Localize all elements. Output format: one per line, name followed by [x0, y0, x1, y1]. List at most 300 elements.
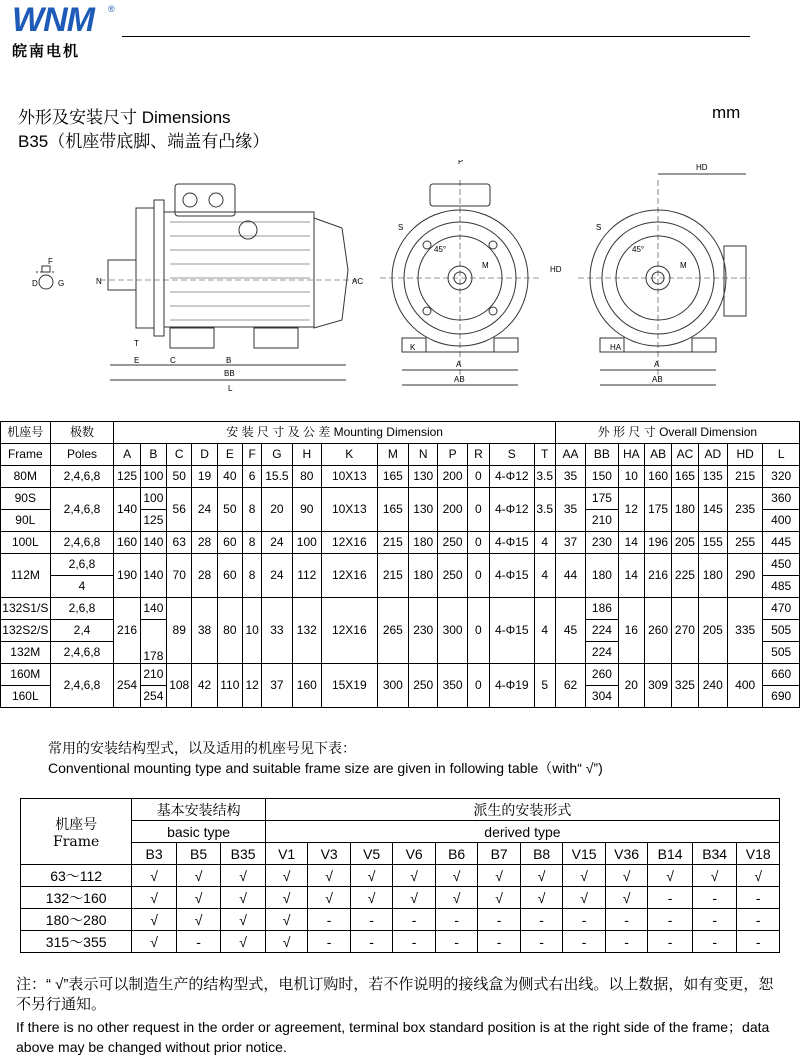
cell: 2,6,8	[50, 598, 114, 620]
cell: 12X16	[321, 532, 377, 554]
label-45: 45°	[434, 245, 447, 254]
cell: 180	[672, 488, 698, 532]
cell: 132	[292, 598, 321, 664]
col-t: T	[534, 444, 555, 466]
header-overall: 外 形 尺 寸 Overall Dimension	[555, 422, 799, 444]
mount-cell: -	[393, 909, 436, 931]
cell: 4-Φ15	[490, 554, 535, 598]
mount-header-row-2	[21, 821, 780, 843]
cell: 2,6,8	[50, 554, 114, 576]
mount-cell: √	[221, 887, 266, 909]
cell: 50	[167, 466, 192, 488]
mount-cell: -	[308, 909, 351, 931]
cell: 63	[167, 532, 192, 554]
col-aa: AA	[555, 444, 585, 466]
mount-cell: -	[478, 909, 521, 931]
cell: 150	[586, 466, 618, 488]
mount-cell: -	[520, 909, 563, 931]
cell: 180	[409, 532, 438, 554]
mounting-note-cn: 常用的安装结构型式，以及适用的机座号见下表：	[48, 740, 356, 756]
header-frame-en: Frame	[1, 444, 51, 466]
label-ac: AC	[352, 277, 364, 286]
mount-table-body	[21, 865, 780, 953]
cell: 37	[555, 532, 585, 554]
cell: 400	[727, 664, 762, 708]
cell: 470	[763, 598, 800, 620]
cell: 216	[644, 554, 671, 598]
cell: 160M	[1, 664, 51, 686]
mount-row-frame: 63～112	[21, 865, 132, 887]
mount-cell: -	[563, 931, 606, 953]
cell: 145	[698, 488, 727, 532]
footnote-en: If there is no other request in the order or agreement, terminal box standard position is at the right side of the frame；data above may be changed without prior notice.	[16, 1019, 770, 1055]
cell: 216	[114, 598, 140, 664]
cell: 215	[377, 554, 408, 598]
cell: 62	[555, 664, 585, 708]
page-title: 外形及安装尺寸 Dimensions	[18, 108, 231, 127]
mount-cell: -	[478, 931, 521, 953]
mount-row	[21, 865, 780, 887]
cell: 660	[763, 664, 800, 686]
cell: 60	[217, 532, 242, 554]
header-mounting: 安 装 尺 寸 及 公 差 Mounting Dimension	[114, 422, 555, 444]
mount-cell: √	[176, 887, 221, 909]
shaft-key-detail	[36, 266, 56, 289]
col-s: S	[490, 444, 535, 466]
cell: 40	[217, 466, 242, 488]
cell: 100	[292, 532, 321, 554]
label-n: N	[96, 277, 102, 286]
cell: 20	[618, 664, 644, 708]
cell: 4-Φ12	[490, 466, 535, 488]
mount-cell: √	[350, 865, 393, 887]
table-row-90s	[1, 488, 800, 510]
cell: 270	[672, 598, 698, 664]
page-subtitle: B35（机座带底脚、端盖有凸缘）	[18, 132, 270, 151]
cell: 19	[192, 466, 217, 488]
cell: 12X16	[321, 598, 377, 664]
mount-cell: -	[737, 887, 780, 909]
mount-type-b34: B34	[692, 843, 737, 865]
mount-cell: √	[176, 909, 221, 931]
mounting-type-table	[20, 798, 780, 953]
mount-cell: √	[393, 887, 436, 909]
cell: 89	[167, 598, 192, 664]
cell: 360	[763, 488, 800, 510]
col-e: E	[217, 444, 242, 466]
label-c: C	[170, 356, 176, 365]
label-ha: HA	[610, 343, 622, 352]
cell: 290	[727, 554, 762, 598]
mount-cell: √	[478, 865, 521, 887]
mount-cell: √	[265, 887, 308, 909]
cell: 60	[217, 554, 242, 598]
unit-label: mm	[712, 103, 741, 122]
mount-row	[21, 887, 780, 909]
label-ab-rear: AB	[652, 375, 663, 384]
cell: 14	[618, 532, 644, 554]
mount-row	[21, 909, 780, 931]
cell: 12	[618, 488, 644, 532]
mount-cell: -	[308, 931, 351, 953]
mount-header-row-1	[21, 799, 780, 821]
mount-cell: √	[435, 865, 478, 887]
cell: 0	[467, 532, 489, 554]
header-frame-cn: 机座号	[1, 422, 51, 444]
table-row-132s1	[1, 598, 800, 620]
mount-cell: √	[350, 887, 393, 909]
mount-cell: √	[520, 887, 563, 909]
col-p: P	[438, 444, 467, 466]
col-m: M	[377, 444, 408, 466]
cell: 24	[262, 554, 292, 598]
cell: 80M	[1, 466, 51, 488]
label-k: K	[410, 343, 416, 352]
table-row-80m	[1, 466, 800, 488]
cell: 12X16	[321, 554, 377, 598]
cell: 28	[192, 532, 217, 554]
cell: 0	[467, 554, 489, 598]
mount-cell: -	[520, 931, 563, 953]
cell: 235	[727, 488, 762, 532]
label-t: T	[134, 339, 139, 348]
mount-cell: -	[737, 931, 780, 953]
mount-row-frame: 315～355	[21, 931, 132, 953]
cell: 10X13	[321, 466, 377, 488]
cell: 108	[167, 664, 192, 708]
cell: 165	[672, 466, 698, 488]
cell: 250	[409, 664, 438, 708]
mount-cell: √	[221, 931, 266, 953]
cell: 38	[192, 598, 217, 664]
cell: 12	[243, 664, 262, 708]
mount-frame-en: Frame	[52, 833, 100, 850]
basic-type-en: basic type	[132, 821, 266, 843]
mount-cell: -	[605, 931, 648, 953]
cell: 8	[243, 554, 262, 598]
cell: 230	[409, 598, 438, 664]
table-row-112m	[1, 554, 800, 576]
mount-cell: -	[435, 909, 478, 931]
label-g: G	[58, 279, 65, 288]
cell: 100	[140, 488, 166, 510]
cell: 400	[763, 510, 800, 532]
cell: 44	[555, 554, 585, 598]
cell: 8	[243, 488, 262, 532]
col-bb: BB	[586, 444, 618, 466]
mount-type-b5: B5	[176, 843, 221, 865]
mount-type-b35: B35	[221, 843, 266, 865]
cell: 186	[586, 598, 618, 620]
mount-cell: √	[737, 865, 780, 887]
motor-front-view	[380, 180, 540, 385]
mount-cell: -	[648, 931, 693, 953]
cell: 224	[586, 620, 618, 642]
header-poles-en: Poles	[50, 444, 114, 466]
mount-cell: √	[221, 909, 266, 931]
cell: 300	[438, 598, 467, 664]
mount-type-v18: V18	[737, 843, 780, 865]
mount-cell: √	[132, 865, 177, 887]
mount-row-frame: 180～280	[21, 909, 132, 931]
col-ac: AC	[672, 444, 698, 466]
cell: 4	[50, 576, 114, 598]
cell: 14	[618, 554, 644, 598]
label-b: B	[226, 356, 232, 365]
cell: 265	[377, 598, 408, 664]
mount-cell: -	[563, 909, 606, 931]
col-hd: HD	[727, 444, 762, 466]
mount-cell: √	[563, 887, 606, 909]
mount-type-v5: V5	[350, 843, 393, 865]
mount-types-row	[21, 843, 780, 865]
cell: 254	[114, 664, 140, 708]
mount-cell: √	[435, 887, 478, 909]
cell: 132S1/S	[1, 598, 51, 620]
cell: 224	[586, 642, 618, 664]
mount-type-b14: B14	[648, 843, 693, 865]
col-h: H	[292, 444, 321, 466]
col-d: D	[192, 444, 217, 466]
col-ab: AB	[644, 444, 671, 466]
label-45-rear: 45°	[632, 245, 645, 254]
cell: 130	[409, 466, 438, 488]
cell: 90L	[1, 510, 51, 532]
cell: 196	[644, 532, 671, 554]
cell: 33	[262, 598, 292, 664]
cell: 125	[140, 510, 166, 532]
cell: 240	[698, 664, 727, 708]
cell: 2,4,6,8	[50, 466, 114, 488]
mount-cell: √	[605, 887, 648, 909]
mount-cell: √	[692, 865, 737, 887]
cell: 450	[763, 554, 800, 576]
cell: 180	[586, 554, 618, 598]
cell: 180	[409, 554, 438, 598]
label-e: E	[134, 356, 140, 365]
cell: 160	[114, 532, 140, 554]
cell: 42	[192, 664, 217, 708]
cell: 35	[555, 488, 585, 532]
cell: 190	[114, 554, 140, 598]
cell: 175	[644, 488, 671, 532]
cell: 2,4,6,8	[50, 642, 114, 664]
mount-cell: √	[563, 865, 606, 887]
derived-type-cn: 派生的安装形式	[265, 799, 779, 821]
col-n: N	[409, 444, 438, 466]
mount-type-b7: B7	[478, 843, 521, 865]
cell: 5	[534, 664, 555, 708]
mount-cell: √	[132, 909, 177, 931]
cell: 205	[672, 532, 698, 554]
mount-cell: √	[520, 865, 563, 887]
label-bb: BB	[224, 369, 235, 378]
cell: 35	[555, 466, 585, 488]
cell: 260	[644, 598, 671, 664]
col-a: A	[114, 444, 140, 466]
label-a: A	[456, 360, 462, 369]
cell: 250	[438, 532, 467, 554]
mount-cell: √	[478, 887, 521, 909]
cell: 445	[763, 532, 800, 554]
cell: 110	[217, 664, 242, 708]
col-l: L	[763, 444, 800, 466]
footnote-cn: 注：“ √”表示可以制造生产的结构型式，电机订购时，若不作说明的接线盒为侧式右出线。以上数据，如有变更，恕不另行通知。	[16, 976, 774, 1013]
cell: 2,4,6,8	[50, 664, 114, 708]
mount-cell: -	[648, 909, 693, 931]
cell: 255	[727, 532, 762, 554]
mount-row	[21, 931, 780, 953]
mount-cell: -	[648, 887, 693, 909]
cell: 335	[727, 598, 762, 664]
mount-cell: -	[692, 909, 737, 931]
mount-cell: √	[132, 931, 177, 953]
mount-cell: √	[265, 909, 308, 931]
mount-cell: -	[435, 931, 478, 953]
mount-cell: -	[176, 931, 221, 953]
mount-type-v1: V1	[265, 843, 308, 865]
cell: 505	[763, 642, 800, 664]
table-header-row-1	[1, 422, 800, 444]
registered-mark: ®	[108, 4, 115, 14]
cell: 132M	[1, 642, 51, 664]
cell: 4-Φ12	[490, 488, 535, 532]
cell: 24	[192, 488, 217, 532]
cell: 4-Φ15	[490, 598, 535, 664]
cell: 70	[167, 554, 192, 598]
mount-cell: √	[393, 865, 436, 887]
cell: 160L	[1, 686, 51, 708]
derived-type-en: derived type	[265, 821, 779, 843]
cell: 215	[727, 466, 762, 488]
cell: 24	[262, 532, 292, 554]
cell: 90	[292, 488, 321, 532]
motor-rear-view	[578, 174, 750, 385]
cell: 4	[534, 532, 555, 554]
mount-cell: √	[132, 887, 177, 909]
col-f: F	[243, 444, 262, 466]
label-a-rear: A	[654, 360, 660, 369]
mount-type-b6: B6	[435, 843, 478, 865]
cell: 505	[763, 620, 800, 642]
mount-cell: -	[692, 887, 737, 909]
logo-company-name: 皖南电机	[12, 42, 81, 60]
cell: 205	[698, 598, 727, 664]
label-d: D	[32, 279, 38, 288]
cell: 690	[763, 686, 800, 708]
cell: 90S	[1, 488, 51, 510]
dimension-table	[0, 421, 800, 708]
cell: 210	[586, 510, 618, 532]
col-b: B	[140, 444, 166, 466]
mount-cell: √	[265, 931, 308, 953]
cell: 100	[140, 466, 166, 488]
cell: 254	[140, 686, 166, 708]
mount-type-v15: V15	[563, 843, 606, 865]
header-poles-cn: 极数	[50, 422, 114, 444]
cell: 3.5	[534, 488, 555, 532]
label-ab: AB	[454, 375, 465, 384]
cell: 15.5	[262, 466, 292, 488]
label-hd-rear: HD	[696, 163, 708, 172]
mount-cell: √	[648, 865, 693, 887]
cell: 200	[438, 488, 467, 532]
cell: 112	[292, 554, 321, 598]
motor-side-view	[100, 184, 360, 380]
cell: 165	[377, 466, 408, 488]
cell: 10X13	[321, 488, 377, 532]
mount-cell: √	[221, 865, 266, 887]
cell: 132S2/S	[1, 620, 51, 642]
cell: 56	[167, 488, 192, 532]
cell: 2,4	[50, 620, 114, 642]
cell: 130	[409, 488, 438, 532]
mount-type-b8: B8	[520, 843, 563, 865]
cell: 215	[377, 532, 408, 554]
mount-type-v6: V6	[393, 843, 436, 865]
mount-cell: -	[605, 909, 648, 931]
cell: 320	[763, 466, 800, 488]
label-m-rear: M	[680, 261, 687, 270]
mount-type-b3: B3	[132, 843, 177, 865]
cell: 112M	[1, 554, 51, 598]
cell: 155	[698, 532, 727, 554]
col-ad: AD	[698, 444, 727, 466]
cell: 485	[763, 576, 800, 598]
cell: 4	[534, 554, 555, 598]
cell: 20	[262, 488, 292, 532]
cell: 50	[217, 488, 242, 532]
mount-cell: -	[737, 909, 780, 931]
mount-cell: √	[176, 865, 221, 887]
cell: 304	[586, 686, 618, 708]
cell: 180	[698, 554, 727, 598]
cell: 160	[292, 664, 321, 708]
mount-cell: √	[308, 865, 351, 887]
cell: 8	[243, 532, 262, 554]
cell: 2,4,6,8	[50, 488, 114, 532]
col-r: R	[467, 444, 489, 466]
cell: 0	[467, 466, 489, 488]
cell: 140	[140, 554, 166, 598]
table-header-row-2	[1, 444, 800, 466]
label-s-rear: S	[596, 223, 602, 232]
cell: 16	[618, 598, 644, 664]
cell: 100L	[1, 532, 51, 554]
cell: 325	[672, 664, 698, 708]
cell: 80	[217, 598, 242, 664]
cell: 37	[262, 664, 292, 708]
label-l: L	[228, 384, 233, 393]
dimension-drawing	[30, 160, 770, 400]
cell: 6	[243, 466, 262, 488]
mounting-note-en: Conventional mounting type and suitable frame size are given in following table（with“ √”)	[48, 760, 603, 776]
header-rule	[122, 36, 750, 37]
cell: 165	[377, 488, 408, 532]
cell: 80	[292, 466, 321, 488]
table-row-100l	[1, 532, 800, 554]
cell: 200	[438, 466, 467, 488]
mount-frame-header	[21, 799, 132, 865]
col-g: G	[262, 444, 292, 466]
cell: 135	[698, 466, 727, 488]
basic-type-cn: 基本安装结构	[132, 799, 266, 821]
mount-type-v36: V36	[605, 843, 648, 865]
table-row-160m	[1, 664, 800, 686]
label-p: P	[458, 160, 464, 166]
mount-cell: √	[605, 865, 648, 887]
label-m: M	[482, 261, 489, 270]
